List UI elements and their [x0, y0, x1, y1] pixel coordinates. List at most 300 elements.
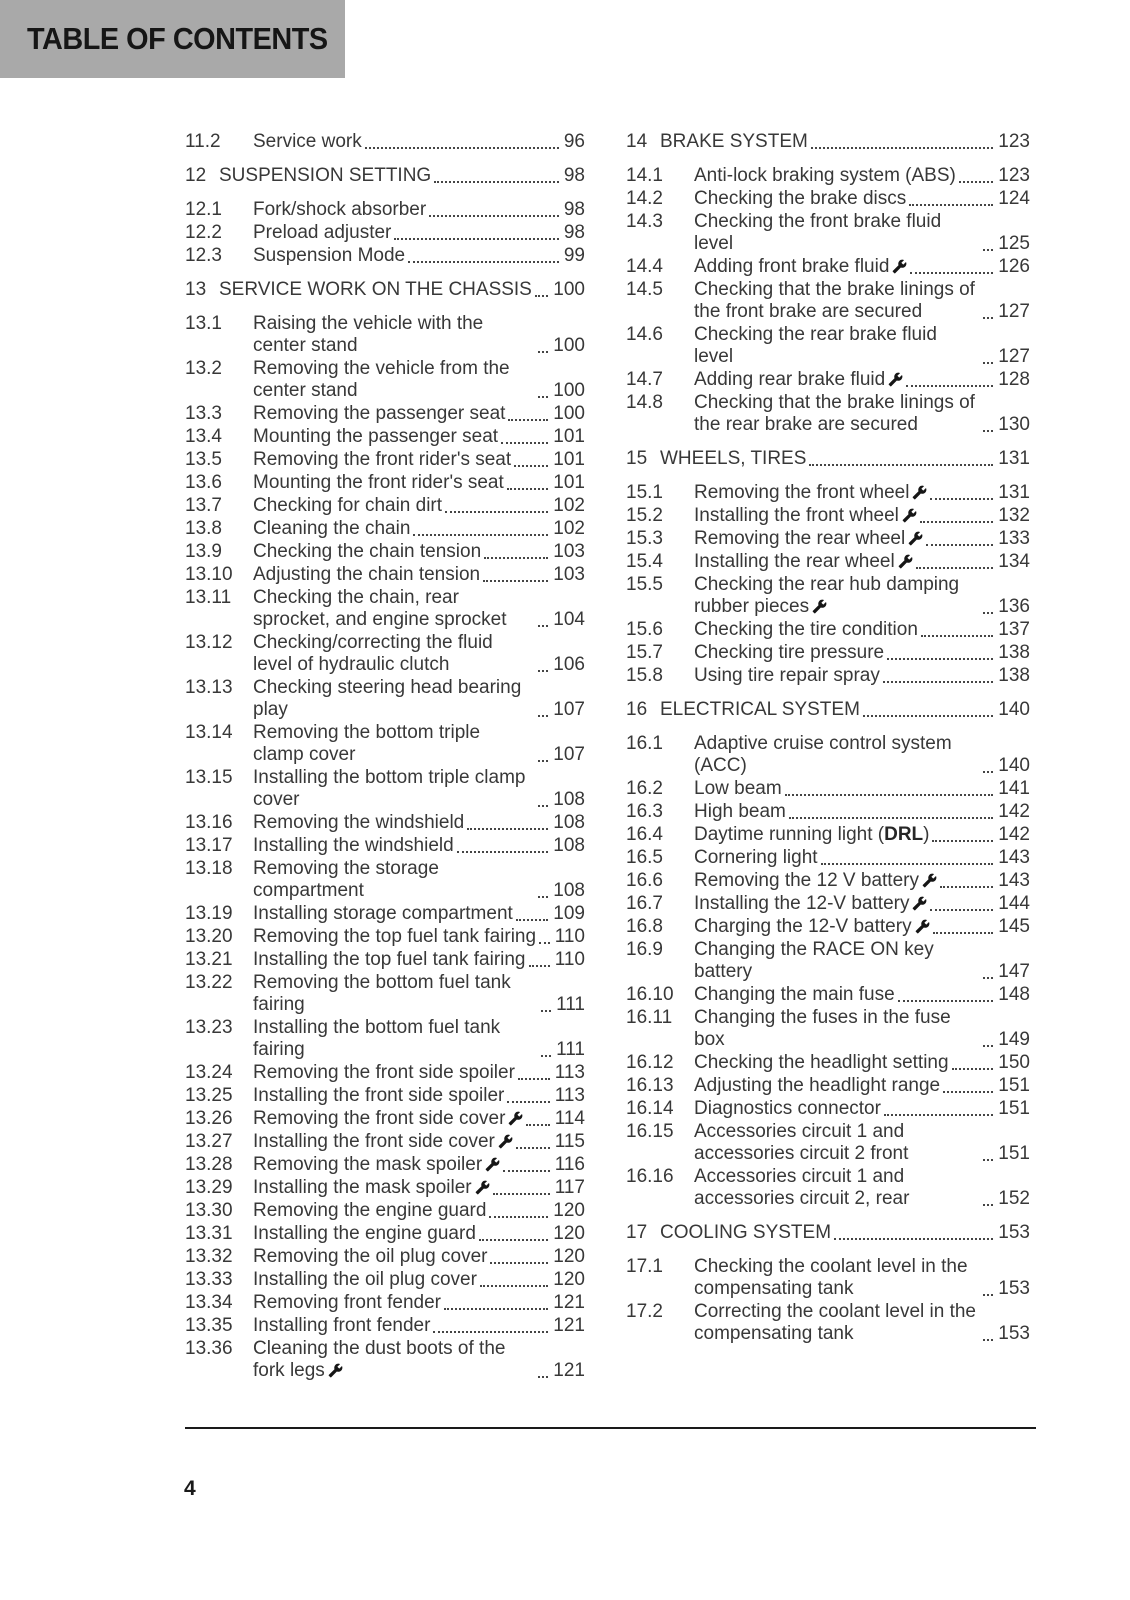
entry-title: Checking that the brake linings of the front brake are secured [694, 279, 975, 322]
toc-section-entry [626, 369, 1030, 391]
toc-section-entry [185, 472, 585, 494]
toc-chapter-entry [626, 131, 1030, 153]
entry-number: 14.7 [626, 369, 663, 390]
entry-page-number: 142 [998, 824, 1030, 845]
toc-section-entry [626, 642, 1030, 664]
entry-content [694, 1007, 1030, 1051]
entry-content [253, 767, 585, 811]
entry-content [253, 245, 585, 267]
entry-content [253, 199, 585, 221]
entry-title: Changing the fuses in the fuse box [694, 1007, 951, 1050]
entry-content [253, 495, 585, 517]
entry-title: Checking the headlight setting [694, 1052, 949, 1073]
dot-leader [887, 658, 993, 660]
entry-content [694, 870, 1030, 892]
dot-leader [538, 760, 548, 762]
entry-page-number: 98 [563, 222, 585, 243]
entry-page-number: 138 [998, 665, 1030, 686]
entry-page-number: 103 [553, 564, 585, 585]
dot-leader [898, 1000, 994, 1002]
entry-content [694, 642, 1030, 664]
entry-title: Using tire repair spray [694, 665, 880, 686]
entry-title: Installing storage compartment [253, 903, 513, 924]
entry-title: Adjusting the chain tension [253, 564, 481, 585]
entry-title: Removing the engine guard [253, 1200, 487, 1221]
entry-title: Removing the top fuel tank fairing [253, 926, 537, 947]
toc-section-entry [185, 632, 585, 676]
entry-number: 13.35 [185, 1315, 233, 1336]
wrench-icon [892, 259, 907, 274]
entry-title: Removing the front side spoiler [253, 1062, 515, 1083]
entry-title: Removing the windshield [253, 812, 465, 833]
entry-title: Removing front fender [253, 1292, 441, 1313]
entry-page-number: 127 [998, 346, 1030, 367]
entry-number: 13.6 [185, 472, 222, 493]
dot-leader [365, 147, 559, 149]
entry-title: Installing the oil plug cover [253, 1269, 477, 1290]
entry-title: Checking the front brake fluid level [694, 211, 942, 254]
entry-page-number: 150 [998, 1052, 1030, 1073]
entry-page-number: 109 [553, 903, 585, 924]
dot-leader [457, 851, 549, 853]
toc-section-entry [185, 1315, 585, 1337]
entry-number: 16.1 [626, 733, 663, 754]
entry-content [694, 551, 1030, 573]
toc-section-entry [185, 1338, 585, 1382]
entry-title: Checking steering head bearing play [253, 677, 522, 720]
entry-content [694, 482, 1030, 504]
wrench-icon [328, 1363, 343, 1378]
entry-title: Adding rear brake fluid [694, 369, 903, 391]
entry-number: 13.33 [185, 1269, 233, 1290]
entry-content [694, 1121, 1030, 1165]
entry-number: 15.7 [626, 642, 663, 663]
entry-number: 14.2 [626, 188, 663, 209]
entry-number: 13.32 [185, 1246, 233, 1267]
entry-page-number: 102 [553, 518, 585, 539]
toc-section-entry [626, 665, 1030, 687]
entry-content [694, 188, 1030, 210]
entry-page-number: 143 [998, 870, 1030, 891]
entry-title: Service work [253, 131, 362, 152]
toc-section-entry [185, 926, 585, 948]
entry-page-number: 101 [553, 472, 585, 493]
dot-leader [863, 715, 993, 717]
entry-number: 15.8 [626, 665, 663, 686]
dot-leader [932, 840, 993, 842]
dot-leader [983, 1339, 993, 1341]
entry-page-number: 98 [563, 199, 585, 220]
entry-number: 13.28 [185, 1154, 233, 1175]
entry-number: 13.27 [185, 1131, 233, 1152]
entry-title: Installing the engine guard [253, 1223, 476, 1244]
entry-title: Mounting the front rider's seat [253, 472, 504, 493]
toc-section-entry [185, 403, 585, 425]
entry-content [253, 1017, 585, 1061]
entry-number: 11.2 [185, 131, 221, 152]
dot-leader [526, 1124, 549, 1126]
entry-page-number: 108 [553, 789, 585, 810]
entry-title: Checking the rear brake fluid level [694, 324, 937, 367]
dot-leader [516, 1147, 550, 1149]
entry-number: 13.29 [185, 1177, 233, 1198]
toc-section-entry [185, 903, 585, 925]
entry-content [253, 518, 585, 540]
entry-content [219, 165, 585, 187]
dot-leader [535, 295, 548, 297]
entry-content [253, 1177, 585, 1199]
entry-page-number: 148 [998, 984, 1030, 1005]
dot-leader [983, 771, 993, 773]
dot-leader [480, 1285, 548, 1287]
entry-page-number: 151 [998, 1143, 1030, 1164]
entry-number: 13.14 [185, 722, 233, 743]
entry-page-number: 136 [998, 596, 1030, 617]
entry-page-number: 120 [553, 1269, 585, 1290]
entry-number: 14.5 [626, 279, 663, 300]
entry-content [694, 165, 1030, 187]
toc-section-entry [185, 1017, 585, 1061]
wrench-icon [508, 1111, 523, 1126]
entry-content [253, 1246, 585, 1268]
entry-number: 14.1 [626, 165, 663, 186]
entry-content [253, 677, 585, 721]
entry-content [694, 778, 1030, 800]
entry-page-number: 103 [553, 541, 585, 562]
dot-leader [983, 430, 993, 432]
entry-title: SERVICE WORK ON THE CHASSIS [219, 279, 532, 300]
entry-number: 14.3 [626, 211, 663, 232]
entry-page-number: 123 [998, 165, 1030, 186]
entry-number: 16.8 [626, 916, 663, 937]
dot-leader [541, 1010, 551, 1012]
entry-page-number: 132 [998, 505, 1030, 526]
entry-number: 15.5 [626, 574, 663, 595]
toc-section-entry [185, 1292, 585, 1314]
dot-leader [483, 580, 548, 582]
entry-page-number: 153 [998, 1222, 1030, 1243]
dot-leader [529, 965, 550, 967]
entry-page-number: 111 [556, 1039, 585, 1060]
entry-title: Correcting the coolant level in the compensating tank [694, 1301, 976, 1344]
toc-section-entry [626, 1301, 1030, 1345]
entry-page-number: 110 [554, 926, 585, 947]
entry-content [694, 619, 1030, 641]
entry-content [253, 858, 585, 902]
entry-number: 16.3 [626, 801, 663, 822]
entry-number: 13.31 [185, 1223, 233, 1244]
toc-section-entry [626, 528, 1030, 550]
toc-section-entry [626, 1007, 1030, 1051]
dot-leader [921, 635, 993, 637]
entry-number: 13.18 [185, 858, 233, 879]
toc-section-entry [185, 1154, 585, 1176]
entry-content [694, 1052, 1030, 1074]
entry-title: Anti-lock braking system (ABS) [694, 165, 956, 186]
entry-number: 13.36 [185, 1338, 233, 1359]
toc-section-entry [185, 722, 585, 766]
toc-chapter-entry [185, 279, 585, 301]
dot-leader [811, 147, 993, 149]
dot-leader [538, 670, 548, 672]
toc-section-entry [626, 619, 1030, 641]
entry-number: 16.9 [626, 939, 663, 960]
wrench-icon [912, 896, 927, 911]
toc-section-entry [185, 677, 585, 721]
entry-content [253, 632, 585, 676]
entry-title: Installing the rear wheel [694, 551, 913, 573]
entry-number: 13.22 [185, 972, 233, 993]
toc-column-right [626, 131, 1030, 1346]
dot-leader [821, 863, 994, 865]
entry-content [253, 1154, 585, 1176]
toc-section-entry [185, 426, 585, 448]
entry-number: 13.2 [185, 358, 222, 379]
dot-leader [507, 488, 549, 490]
entry-content [694, 801, 1030, 823]
entry-title: Checking that the brake linings of the rear brake are secured [694, 392, 975, 435]
toc-section-entry [185, 449, 585, 471]
dot-leader [503, 1170, 550, 1172]
entry-content [660, 448, 1030, 470]
toc-section-entry [626, 1166, 1030, 1210]
dot-leader [930, 498, 993, 500]
entry-title: Removing the front side cover [253, 1108, 523, 1130]
entry-number: 16.15 [626, 1121, 674, 1142]
entry-content [253, 426, 585, 448]
wrench-icon [498, 1134, 513, 1149]
entry-content [694, 392, 1030, 436]
entry-title: Adaptive cruise control system (ACC) [694, 733, 952, 776]
entry-content [253, 812, 585, 834]
entry-page-number: 151 [998, 1098, 1030, 1119]
entry-content [694, 939, 1030, 983]
entry-title: SUSPENSION SETTING [219, 165, 432, 186]
toc-section-entry [185, 313, 585, 357]
page-number: 4 [184, 1477, 196, 1500]
entry-title: Mounting the passenger seat [253, 426, 499, 447]
entry-page-number: 113 [554, 1085, 585, 1106]
entry-title: Installing the mask spoiler [253, 1177, 490, 1199]
toc-section-entry [626, 778, 1030, 800]
entry-content [253, 472, 585, 494]
dot-leader [983, 1159, 993, 1161]
toc-section-entry [185, 767, 585, 811]
entry-page-number: 117 [554, 1177, 585, 1198]
entry-title: Removing the vehicle from the center stand [253, 358, 510, 401]
toc-chapter-entry [626, 699, 1030, 721]
entry-title: Adjusting the headlight range [694, 1075, 941, 1096]
entry-title: Checking the chain tension [253, 541, 482, 562]
entry-content [694, 528, 1030, 550]
dot-leader [930, 909, 993, 911]
entry-title: Suspension Mode [253, 245, 406, 266]
entry-title: Removing the bottom fuel tank fairing [253, 972, 511, 1015]
entry-number: 14.6 [626, 324, 663, 345]
entry-page-number: 121 [553, 1315, 585, 1336]
entry-content [694, 324, 1030, 368]
entry-page-number: 126 [998, 256, 1030, 277]
toc-section-entry [626, 1052, 1030, 1074]
toc-section-entry [185, 222, 585, 244]
toc-section-entry [626, 870, 1030, 892]
entry-content [694, 1098, 1030, 1120]
dot-leader [983, 612, 993, 614]
wrench-icon [485, 1157, 500, 1172]
dot-leader [489, 1216, 548, 1218]
toc-section-entry [626, 211, 1030, 255]
dot-leader [909, 204, 993, 206]
entry-title: Accessories circuit 1 and accessories circuit 2 front [694, 1121, 909, 1164]
entry-page-number: 134 [998, 551, 1030, 572]
wrench-icon [898, 554, 913, 569]
entry-content [253, 1338, 585, 1382]
entry-page-number: 100 [553, 380, 585, 401]
dot-leader [926, 544, 993, 546]
dot-leader [516, 919, 549, 921]
entry-page-number: 137 [998, 619, 1030, 640]
dot-leader [493, 1193, 550, 1195]
toc-section-entry [185, 1223, 585, 1245]
entry-number: 14 [626, 131, 648, 152]
entry-content [253, 1223, 585, 1245]
dot-leader [538, 715, 548, 717]
dot-leader [538, 805, 548, 807]
entry-title: Installing the front wheel [694, 505, 917, 527]
entry-number: 16.10 [626, 984, 674, 1005]
entry-content [694, 211, 1030, 255]
wrench-icon [915, 919, 930, 934]
entry-page-number: 142 [998, 801, 1030, 822]
entry-title: Daytime running light (DRL) [694, 824, 930, 845]
toc-section-entry [626, 939, 1030, 983]
entry-page-number: 143 [998, 847, 1030, 868]
dot-leader [444, 1308, 548, 1310]
entry-title: Diagnostics connector [694, 1098, 881, 1119]
wrench-icon [812, 599, 827, 614]
entry-number: 13.16 [185, 812, 233, 833]
entry-page-number: 149 [998, 1029, 1030, 1050]
entry-title: Installing the bottom fuel tank fairing [253, 1017, 501, 1060]
dot-leader [933, 932, 994, 934]
toc-section-entry [185, 1085, 585, 1107]
entry-title: Cleaning the chain [253, 518, 411, 539]
entry-page-number: 99 [563, 245, 585, 266]
entry-title: Checking/correcting the fluid level of hydraulic clutch [253, 632, 493, 675]
toc-section-entry [185, 858, 585, 902]
entry-title: Checking the chain, rear sprocket, and engine sprocket [253, 587, 507, 630]
entry-number: 13.10 [185, 564, 233, 585]
entry-page-number: 102 [553, 495, 585, 516]
entry-page-number: 98 [563, 165, 585, 186]
toc-section-entry [185, 541, 585, 563]
toc-section-entry [626, 847, 1030, 869]
entry-title: Installing the front side spoiler [253, 1085, 505, 1106]
entry-page-number: 140 [998, 755, 1030, 776]
entry-content [253, 403, 585, 425]
entry-page-number: 100 [553, 403, 585, 424]
entry-number: 13.26 [185, 1108, 233, 1129]
entry-content [694, 1075, 1030, 1097]
entry-content [694, 847, 1030, 869]
entry-number: 12.3 [185, 245, 222, 266]
wrench-icon [902, 508, 917, 523]
entry-page-number: 121 [553, 1360, 585, 1381]
toc-section-entry [626, 279, 1030, 323]
entry-number: 13.9 [185, 541, 222, 562]
dot-leader [834, 1238, 993, 1240]
dot-leader [429, 215, 559, 217]
entry-page-number: 153 [998, 1323, 1030, 1344]
entry-content [253, 1131, 585, 1153]
dot-leader [538, 1376, 548, 1378]
entry-title: WHEELS, TIRES [660, 448, 807, 469]
entry-content [253, 903, 585, 925]
toc-section-entry [185, 518, 585, 540]
entry-number: 16.4 [626, 824, 663, 845]
entry-content [253, 222, 585, 244]
dot-leader [920, 521, 993, 523]
toc-section-entry [626, 1121, 1030, 1165]
entry-page-number: 116 [554, 1154, 585, 1175]
entry-page-number: 141 [998, 778, 1030, 799]
entry-title: Removing the mask spoiler [253, 1154, 500, 1176]
page-header-band [0, 0, 345, 78]
toc-section-entry [626, 801, 1030, 823]
toc-section-entry [185, 1200, 585, 1222]
entry-page-number: 124 [998, 188, 1030, 209]
entry-title: Checking tire pressure [694, 642, 885, 663]
toc-column-left [185, 131, 585, 1383]
toc-section-entry [185, 972, 585, 1016]
entry-title: Removing the bottom triple clamp cover [253, 722, 481, 765]
entry-content [253, 541, 585, 563]
entry-title: Removing the front rider's seat [253, 449, 512, 470]
dot-leader [910, 272, 993, 274]
entry-content [253, 131, 585, 153]
toc-section-entry [626, 984, 1030, 1006]
entry-title: Accessories circuit 1 and accessories circuit 2, rear [694, 1166, 910, 1209]
entry-number: 13.12 [185, 632, 233, 653]
dot-leader [906, 385, 993, 387]
entry-content [694, 505, 1030, 527]
entry-number: 13.23 [185, 1017, 233, 1038]
entry-page-number: 107 [553, 699, 585, 720]
entry-number: 16.6 [626, 870, 663, 891]
entry-number: 16.13 [626, 1075, 674, 1096]
entry-page-number: 113 [554, 1062, 585, 1083]
dot-leader [514, 465, 548, 467]
entry-page-number: 111 [556, 994, 585, 1015]
dot-leader [413, 534, 548, 536]
entry-content [694, 824, 1030, 846]
toc-section-entry [626, 574, 1030, 618]
toc-section-entry [185, 1131, 585, 1153]
entry-content [219, 279, 585, 301]
entry-number: 13.20 [185, 926, 233, 947]
dot-leader [809, 464, 993, 466]
entry-number: 12.2 [185, 222, 222, 243]
entry-number: 16.12 [626, 1052, 674, 1073]
dot-leader [983, 249, 993, 251]
toc-section-entry [626, 505, 1030, 527]
entry-page-number: 144 [998, 893, 1030, 914]
entry-title: Installing the windshield [253, 835, 454, 856]
entry-title: Installing the front side cover [253, 1131, 513, 1153]
dot-leader [467, 828, 548, 830]
entry-page-number: 127 [998, 301, 1030, 322]
entry-number: 13.30 [185, 1200, 233, 1221]
